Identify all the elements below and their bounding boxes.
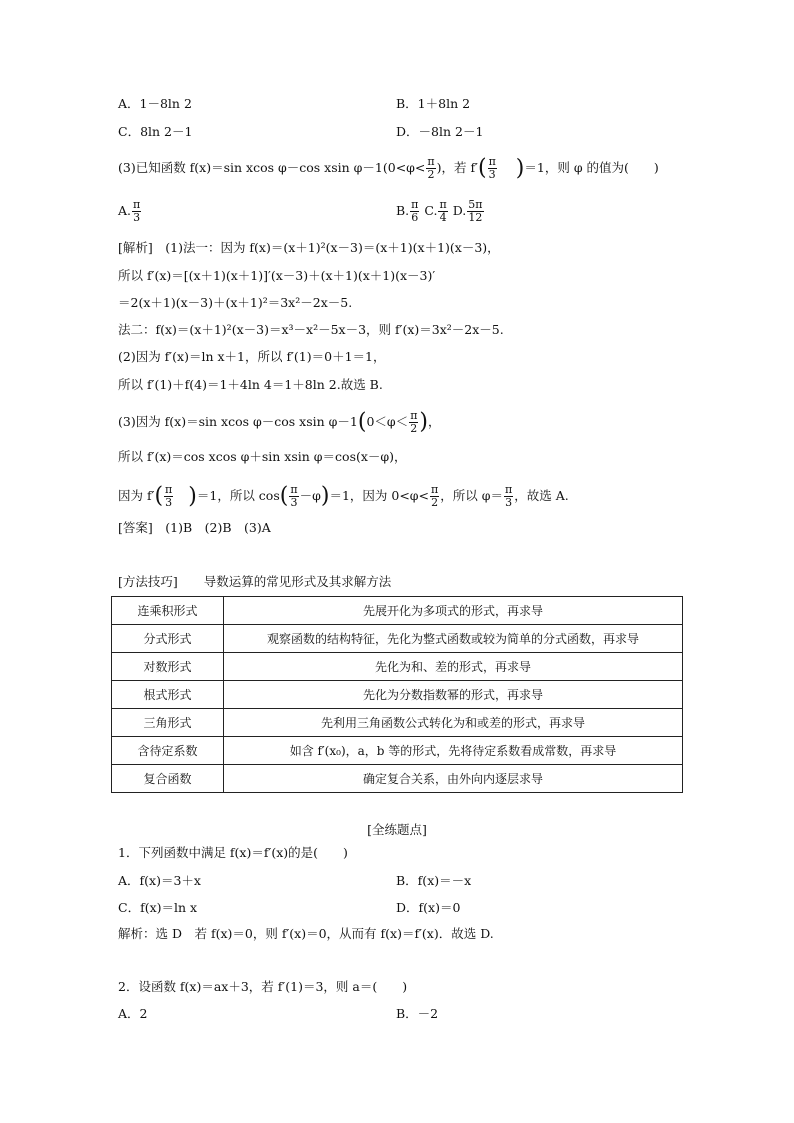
practice-heading: [全练题点] — [367, 822, 427, 837]
solution-line-7: (3)因为 f(x)＝sin xcos φ－cos xsin φ－1(0＜φ＜ $\frac{\pi}{2}$ )， — [118, 409, 441, 435]
q3-text-b: )，若 f′ — [436, 160, 478, 175]
fraction-pi-2: $\frac{\pi}{2}$ — [427, 155, 435, 181]
q3-options-bcd: B. $\frac{\pi}{6}$ C. $\frac{\pi}{4}$ D. $\frac{5\pi}{12}$ — [396, 198, 483, 224]
question-3: (3)已知函数 f(x)＝sin xcos φ－cos xsin φ－1(0<φ< $\frac{\pi}{2}$ )，若 f′( $\frac{\pi}{3}$ )＝1，则 φ 的值为( ) — [118, 155, 659, 181]
option-b: B．1＋8ln 2 — [396, 96, 471, 111]
methods-table — [111, 596, 683, 793]
practice-q1-a: A．f(x)＝3＋x — [118, 873, 201, 888]
option-a: A．1－8ln 2 — [118, 96, 192, 111]
method-title: 导数运算的常见形式及其求解方法 — [203, 574, 392, 589]
practice-q1: 1．下列函数中满足 f(x)＝f′(x)的是( ) — [118, 845, 348, 860]
method-tag: [方法技巧] — [118, 574, 178, 589]
solution-line-6: 所以 f′(1)＋f(4)＝1＋4ln 4＝1＋8ln 2.故选 B. — [118, 377, 383, 392]
practice-q2-a: A．2 — [118, 1006, 148, 1021]
table-row: 三角形式 先利用三角函数公式转化为和或差的形式，再求导 — [112, 709, 683, 737]
practice-q1-c: C．f(x)＝ln x — [118, 900, 198, 915]
solution-line-9: 因为 f′( $\frac{\pi}{3}$ )＝1，所以 cos( $\frac{\pi}{3}$ －φ)＝1，因为 0<φ< $\frac{\pi}{2}$ ，所以 φ＝ $\frac{\pi}{3}$ ，故选 A. — [118, 483, 569, 509]
table-row: 含待定系数 如含 f′(x₀)，a，b 等的形式，先将待定系数看成常数，再求导 — [112, 737, 683, 765]
fraction-pi-3: $\frac{\pi}{3}$ — [488, 155, 496, 181]
q3-text-a: (3)已知函数 f(x)＝sin xcos φ－cos xsin φ－1(0<φ< — [118, 160, 426, 175]
answer-line: [答案] (1)B (2)B (3)A — [118, 520, 271, 535]
q3-option-a: A. $\frac{\pi}{3}$ — [118, 198, 141, 224]
solution-line-3: ＝2(x＋1)(x－3)＋(x＋1)²＝3x²－2x－5. — [118, 295, 353, 310]
practice-q1-solution: 解析：选 D 若 f(x)＝0，则 f′(x)＝0，从而有 f(x)＝f′(x)．故选 D. — [118, 926, 494, 941]
option-d: D．－8ln 2－1 — [396, 124, 484, 139]
practice-q1-d: D．f(x)＝0 — [396, 900, 461, 915]
table-row: 根式形式 先化为分数指数幂的形式，再求导 — [112, 681, 683, 709]
solution-line-2: 所以 f′(x)＝[(x＋1)(x＋1)]′(x－3)＋(x＋1)(x＋1)(x－3)′ — [118, 268, 436, 283]
practice-q2-b: B．－2 — [396, 1006, 439, 1021]
method-heading — [118, 572, 391, 590]
table-row: 连乘积形式 先展开化为多项式的形式，再求导 — [112, 597, 683, 625]
solution-line-1: [解析] (1)法一：因为 f(x)＝(x＋1)²(x－3)＝(x＋1)(x＋1)(x－3)， — [118, 240, 500, 255]
solution-line-5: (2)因为 f′(x)＝ln x＋1，所以 f′(1)＝0＋1＝1， — [118, 349, 386, 364]
table-row: 复合函数 确定复合关系，由外向内逐层求导 — [112, 765, 683, 793]
table-row: 对数形式 先化为和、差的形式，再求导 — [112, 653, 683, 681]
practice-q1-b: B．f(x)＝－x — [396, 873, 472, 888]
solution-line-8: 所以 f′(x)＝cos xcos φ＋sin xsin φ＝cos(x－φ)， — [118, 449, 407, 464]
option-c: C．8ln 2－1 — [118, 124, 193, 139]
practice-q2: 2．设函数 f(x)＝ax＋3，若 f′(1)＝3，则 a＝( ) — [118, 979, 408, 994]
q3-text-c: ＝1，则 φ 的值为( ) — [524, 160, 659, 175]
solution-line-4: 法二：f(x)＝(x＋1)²(x－3)＝x³－x²－5x－3，则 f′(x)＝3x²－2x－5. — [118, 322, 504, 337]
table-row: 分式形式 观察函数的结构特征，先化为整式函数或较为简单的分式函数，再求导 — [112, 625, 683, 653]
